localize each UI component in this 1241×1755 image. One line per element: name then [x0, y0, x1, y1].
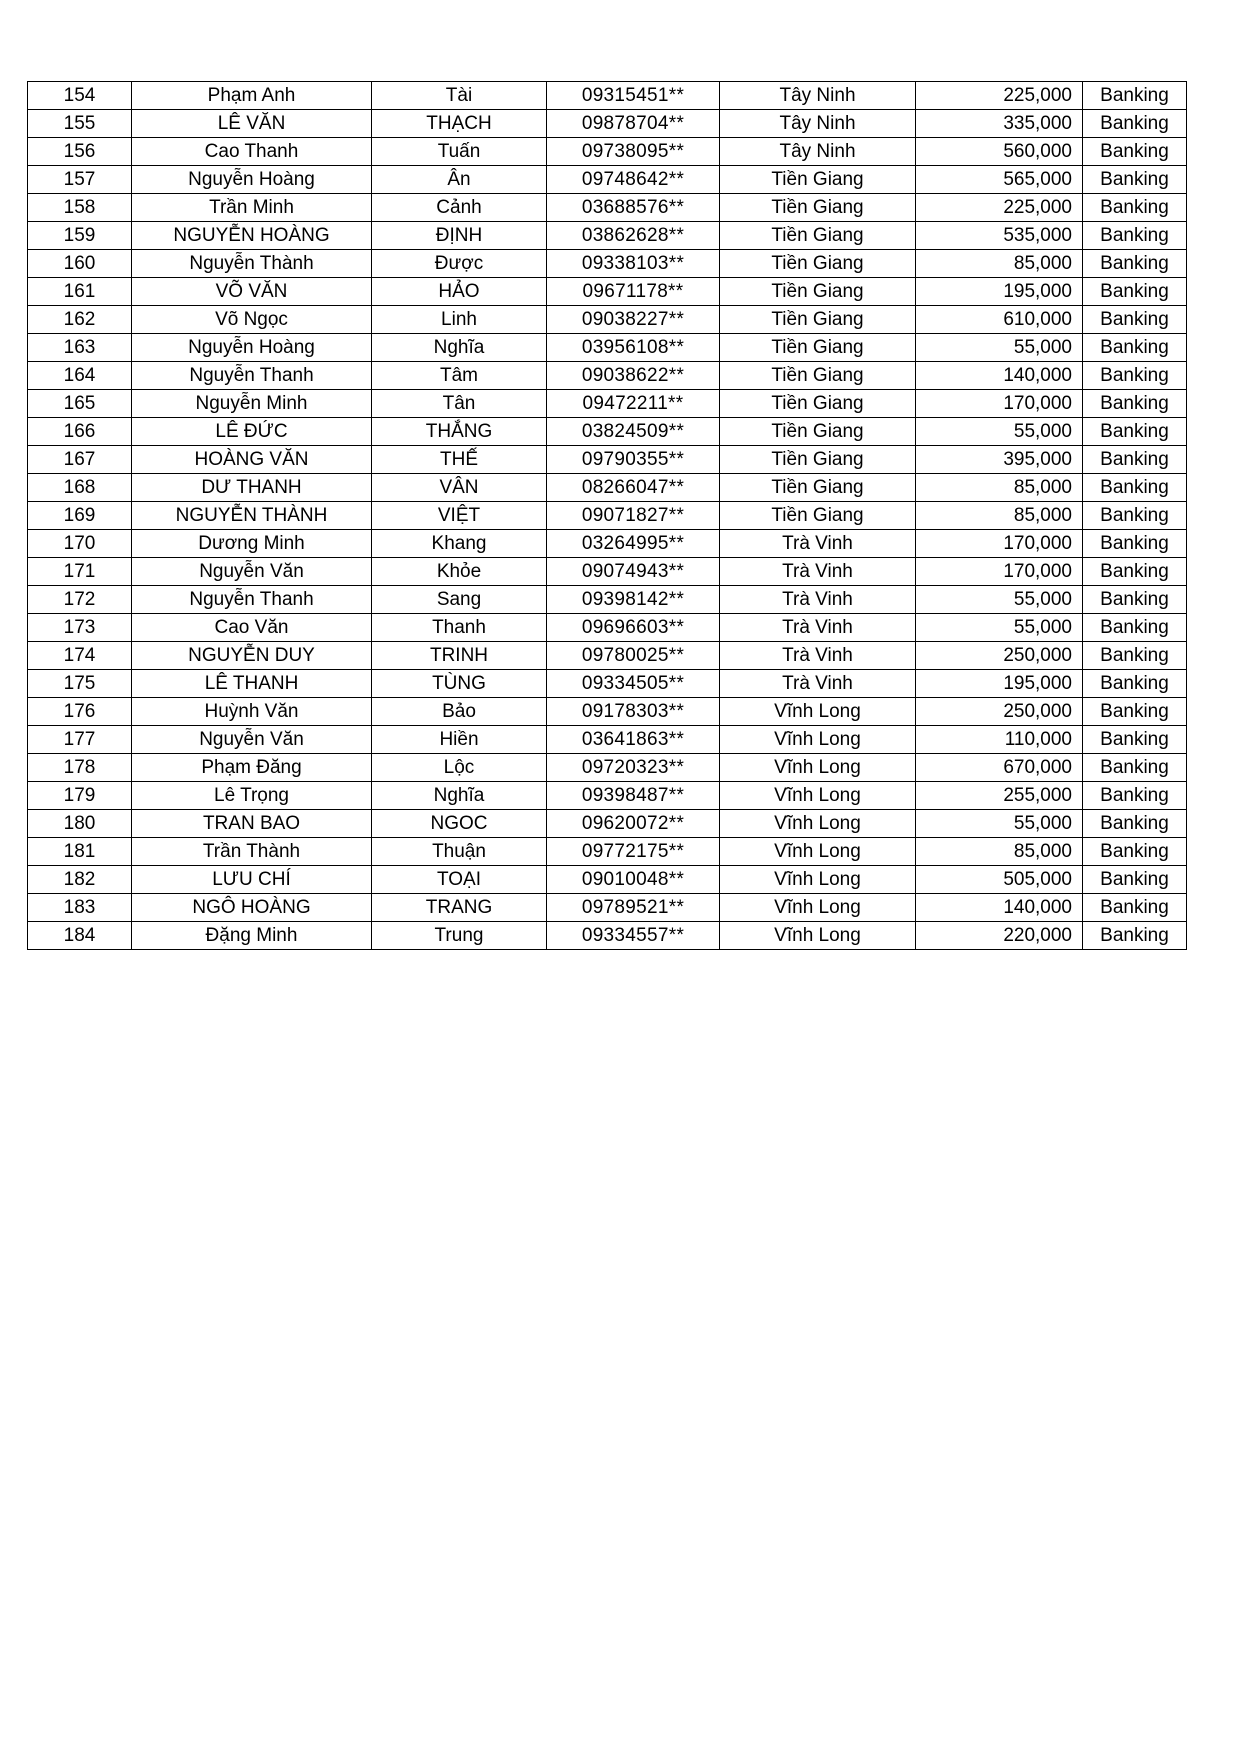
phone-cell: 09010048**: [547, 866, 720, 894]
last-name-cell: Trần Minh: [132, 194, 372, 222]
row-number-cell: 180: [28, 810, 132, 838]
payment-method-cell: Banking: [1083, 418, 1187, 446]
table-row: [28, 642, 1187, 670]
phone-cell: 09071827**: [547, 502, 720, 530]
last-name-cell: LÊ VĂN: [132, 110, 372, 138]
row-number-cell: 161: [28, 278, 132, 306]
province-cell: Vĩnh Long: [720, 782, 916, 810]
payment-method-cell: Banking: [1083, 502, 1187, 530]
province-cell: Vĩnh Long: [720, 922, 916, 950]
province-cell: Tây Ninh: [720, 138, 916, 166]
first-name-cell: THẠCH: [372, 110, 547, 138]
province-cell: Tiền Giang: [720, 166, 916, 194]
province-cell: Tiền Giang: [720, 194, 916, 222]
amount-cell: 85,000: [916, 502, 1083, 530]
province-cell: Tây Ninh: [720, 110, 916, 138]
row-number-cell: 173: [28, 614, 132, 642]
payment-method-cell: Banking: [1083, 586, 1187, 614]
row-number-cell: 160: [28, 250, 132, 278]
first-name-cell: Ân: [372, 166, 547, 194]
first-name-cell: Sang: [372, 586, 547, 614]
last-name-cell: Dương Minh: [132, 530, 372, 558]
phone-cell: 03956108**: [547, 334, 720, 362]
phone-cell: 03641863**: [547, 726, 720, 754]
first-name-cell: Tài: [372, 82, 547, 110]
table-row: [28, 250, 1187, 278]
last-name-cell: LƯU CHÍ: [132, 866, 372, 894]
province-cell: Vĩnh Long: [720, 810, 916, 838]
row-number-cell: 168: [28, 474, 132, 502]
table-body: [28, 82, 1187, 950]
last-name-cell: HOÀNG VĂN: [132, 446, 372, 474]
province-cell: Tiền Giang: [720, 418, 916, 446]
amount-cell: 170,000: [916, 558, 1083, 586]
payment-method-cell: Banking: [1083, 670, 1187, 698]
row-number-cell: 162: [28, 306, 132, 334]
phone-cell: 09315451**: [547, 82, 720, 110]
phone-cell: 09748642**: [547, 166, 720, 194]
province-cell: Tiền Giang: [720, 250, 916, 278]
amount-cell: 170,000: [916, 530, 1083, 558]
payment-method-cell: Banking: [1083, 782, 1187, 810]
phone-cell: 03264995**: [547, 530, 720, 558]
payment-method-cell: Banking: [1083, 306, 1187, 334]
amount-cell: 220,000: [916, 922, 1083, 950]
table-row: [28, 362, 1187, 390]
last-name-cell: Lê Trọng: [132, 782, 372, 810]
row-number-cell: 158: [28, 194, 132, 222]
phone-cell: 09398487**: [547, 782, 720, 810]
table-row: [28, 306, 1187, 334]
first-name-cell: TOẠI: [372, 866, 547, 894]
payment-method-cell: Banking: [1083, 754, 1187, 782]
province-cell: Vĩnh Long: [720, 866, 916, 894]
last-name-cell: NGUYỄN HOÀNG: [132, 222, 372, 250]
phone-cell: 03688576**: [547, 194, 720, 222]
first-name-cell: Bảo: [372, 698, 547, 726]
row-number-cell: 182: [28, 866, 132, 894]
table-row: [28, 558, 1187, 586]
amount-cell: 225,000: [916, 82, 1083, 110]
last-name-cell: Phạm Đăng: [132, 754, 372, 782]
first-name-cell: NGOC: [372, 810, 547, 838]
row-number-cell: 176: [28, 698, 132, 726]
row-number-cell: 172: [28, 586, 132, 614]
payment-method-cell: Banking: [1083, 922, 1187, 950]
province-cell: Tiền Giang: [720, 502, 916, 530]
payment-method-cell: Banking: [1083, 334, 1187, 362]
amount-cell: 225,000: [916, 194, 1083, 222]
payment-method-cell: Banking: [1083, 530, 1187, 558]
province-cell: Tiền Giang: [720, 278, 916, 306]
first-name-cell: Tân: [372, 390, 547, 418]
last-name-cell: LÊ ĐỨC: [132, 418, 372, 446]
amount-cell: 85,000: [916, 250, 1083, 278]
first-name-cell: Nghĩa: [372, 334, 547, 362]
amount-cell: 250,000: [916, 698, 1083, 726]
payment-method-cell: Banking: [1083, 222, 1187, 250]
payment-method-cell: Banking: [1083, 110, 1187, 138]
last-name-cell: Phạm Anh: [132, 82, 372, 110]
last-name-cell: Trần Thành: [132, 838, 372, 866]
row-number-cell: 166: [28, 418, 132, 446]
table-row: [28, 670, 1187, 698]
province-cell: Tây Ninh: [720, 82, 916, 110]
province-cell: Trà Vinh: [720, 614, 916, 642]
province-cell: Trà Vinh: [720, 530, 916, 558]
province-cell: Tiền Giang: [720, 446, 916, 474]
province-cell: Tiền Giang: [720, 390, 916, 418]
payment-method-cell: Banking: [1083, 138, 1187, 166]
amount-cell: 505,000: [916, 866, 1083, 894]
first-name-cell: Hiền: [372, 726, 547, 754]
province-cell: Tiền Giang: [720, 474, 916, 502]
table-row: [28, 810, 1187, 838]
amount-cell: 110,000: [916, 726, 1083, 754]
province-cell: Vĩnh Long: [720, 754, 916, 782]
table-row: [28, 922, 1187, 950]
last-name-cell: LÊ THANH: [132, 670, 372, 698]
amount-cell: 55,000: [916, 614, 1083, 642]
payment-method-cell: Banking: [1083, 446, 1187, 474]
phone-cell: 03862628**: [547, 222, 720, 250]
amount-cell: 670,000: [916, 754, 1083, 782]
row-number-cell: 169: [28, 502, 132, 530]
phone-cell: 03824509**: [547, 418, 720, 446]
row-number-cell: 159: [28, 222, 132, 250]
phone-cell: 09038622**: [547, 362, 720, 390]
table-row: [28, 334, 1187, 362]
last-name-cell: Nguyễn Hoàng: [132, 166, 372, 194]
last-name-cell: Nguyễn Thanh: [132, 362, 372, 390]
province-cell: Tiền Giang: [720, 334, 916, 362]
amount-cell: 55,000: [916, 334, 1083, 362]
first-name-cell: Nghĩa: [372, 782, 547, 810]
payment-method-cell: Banking: [1083, 866, 1187, 894]
province-cell: Tiền Giang: [720, 222, 916, 250]
payment-method-cell: Banking: [1083, 166, 1187, 194]
phone-cell: 09334557**: [547, 922, 720, 950]
phone-cell: 09620072**: [547, 810, 720, 838]
last-name-cell: TRAN BAO: [132, 810, 372, 838]
table-row: [28, 110, 1187, 138]
table-row: [28, 278, 1187, 306]
phone-cell: 09780025**: [547, 642, 720, 670]
province-cell: Trà Vinh: [720, 558, 916, 586]
first-name-cell: THẮNG: [372, 418, 547, 446]
province-cell: Vĩnh Long: [720, 698, 916, 726]
first-name-cell: Thuận: [372, 838, 547, 866]
amount-cell: 535,000: [916, 222, 1083, 250]
row-number-cell: 157: [28, 166, 132, 194]
phone-cell: 09398142**: [547, 586, 720, 614]
row-number-cell: 154: [28, 82, 132, 110]
phone-cell: 09790355**: [547, 446, 720, 474]
row-number-cell: 170: [28, 530, 132, 558]
payment-method-cell: Banking: [1083, 838, 1187, 866]
province-cell: Tiền Giang: [720, 306, 916, 334]
payment-method-cell: Banking: [1083, 698, 1187, 726]
table-row: [28, 782, 1187, 810]
first-name-cell: Cảnh: [372, 194, 547, 222]
last-name-cell: Cao Thanh: [132, 138, 372, 166]
last-name-cell: Đặng Minh: [132, 922, 372, 950]
amount-cell: 565,000: [916, 166, 1083, 194]
amount-cell: 335,000: [916, 110, 1083, 138]
phone-cell: 09789521**: [547, 894, 720, 922]
phone-cell: 09696603**: [547, 614, 720, 642]
first-name-cell: Khang: [372, 530, 547, 558]
province-cell: Trà Vinh: [720, 642, 916, 670]
province-cell: Trà Vinh: [720, 586, 916, 614]
payment-method-cell: Banking: [1083, 894, 1187, 922]
amount-cell: 55,000: [916, 586, 1083, 614]
first-name-cell: Thanh: [372, 614, 547, 642]
payment-method-cell: Banking: [1083, 726, 1187, 754]
amount-cell: 195,000: [916, 670, 1083, 698]
first-name-cell: VÂN: [372, 474, 547, 502]
row-number-cell: 171: [28, 558, 132, 586]
table-row: [28, 502, 1187, 530]
first-name-cell: Được: [372, 250, 547, 278]
table-row: [28, 418, 1187, 446]
phone-cell: 09738095**: [547, 138, 720, 166]
row-number-cell: 183: [28, 894, 132, 922]
amount-cell: 140,000: [916, 894, 1083, 922]
amount-cell: 140,000: [916, 362, 1083, 390]
province-cell: Vĩnh Long: [720, 726, 916, 754]
table-row: [28, 222, 1187, 250]
phone-cell: 09074943**: [547, 558, 720, 586]
last-name-cell: Nguyễn Văn: [132, 558, 372, 586]
first-name-cell: ĐỊNH: [372, 222, 547, 250]
row-number-cell: 178: [28, 754, 132, 782]
phone-cell: 08266047**: [547, 474, 720, 502]
amount-cell: 85,000: [916, 474, 1083, 502]
phone-cell: 09472211**: [547, 390, 720, 418]
phone-cell: 09671178**: [547, 278, 720, 306]
first-name-cell: Tâm: [372, 362, 547, 390]
first-name-cell: Lộc: [372, 754, 547, 782]
last-name-cell: NGÔ HOÀNG: [132, 894, 372, 922]
table-row: [28, 586, 1187, 614]
amount-cell: 560,000: [916, 138, 1083, 166]
row-number-cell: 181: [28, 838, 132, 866]
first-name-cell: HẢO: [372, 278, 547, 306]
payment-method-cell: Banking: [1083, 642, 1187, 670]
winners-table: [27, 81, 1187, 950]
payment-method-cell: Banking: [1083, 194, 1187, 222]
table-row: [28, 166, 1187, 194]
row-number-cell: 165: [28, 390, 132, 418]
phone-cell: 09720323**: [547, 754, 720, 782]
last-name-cell: NGUYỄN THÀNH: [132, 502, 372, 530]
amount-cell: 610,000: [916, 306, 1083, 334]
table-row: [28, 866, 1187, 894]
province-cell: Tiền Giang: [720, 362, 916, 390]
province-cell: Vĩnh Long: [720, 894, 916, 922]
last-name-cell: NGUYỄN DUY: [132, 642, 372, 670]
amount-cell: 55,000: [916, 418, 1083, 446]
first-name-cell: Tuấn: [372, 138, 547, 166]
first-name-cell: TRANG: [372, 894, 547, 922]
table-row: [28, 754, 1187, 782]
first-name-cell: Khỏe: [372, 558, 547, 586]
payment-method-cell: Banking: [1083, 614, 1187, 642]
last-name-cell: Nguyễn Minh: [132, 390, 372, 418]
payment-method-cell: Banking: [1083, 82, 1187, 110]
first-name-cell: Trung: [372, 922, 547, 950]
row-number-cell: 184: [28, 922, 132, 950]
payment-method-cell: Banking: [1083, 810, 1187, 838]
last-name-cell: Cao Văn: [132, 614, 372, 642]
last-name-cell: DƯ THANH: [132, 474, 372, 502]
table-row: [28, 614, 1187, 642]
payment-method-cell: Banking: [1083, 278, 1187, 306]
amount-cell: 55,000: [916, 810, 1083, 838]
payment-method-cell: Banking: [1083, 390, 1187, 418]
row-number-cell: 163: [28, 334, 132, 362]
amount-cell: 170,000: [916, 390, 1083, 418]
phone-cell: 09334505**: [547, 670, 720, 698]
last-name-cell: Nguyễn Hoàng: [132, 334, 372, 362]
phone-cell: 09338103**: [547, 250, 720, 278]
row-number-cell: 175: [28, 670, 132, 698]
last-name-cell: VÕ VĂN: [132, 278, 372, 306]
amount-cell: 255,000: [916, 782, 1083, 810]
payment-method-cell: Banking: [1083, 474, 1187, 502]
phone-cell: 09772175**: [547, 838, 720, 866]
table-row: [28, 138, 1187, 166]
first-name-cell: TRINH: [372, 642, 547, 670]
province-cell: Trà Vinh: [720, 670, 916, 698]
table-row: [28, 82, 1187, 110]
payment-method-cell: Banking: [1083, 362, 1187, 390]
row-number-cell: 179: [28, 782, 132, 810]
row-number-cell: 167: [28, 446, 132, 474]
amount-cell: 195,000: [916, 278, 1083, 306]
last-name-cell: Huỳnh Văn: [132, 698, 372, 726]
phone-cell: 09178303**: [547, 698, 720, 726]
last-name-cell: Nguyễn Thanh: [132, 586, 372, 614]
row-number-cell: 155: [28, 110, 132, 138]
payment-method-cell: Banking: [1083, 250, 1187, 278]
table-row: [28, 194, 1187, 222]
first-name-cell: THẾ: [372, 446, 547, 474]
first-name-cell: TÙNG: [372, 670, 547, 698]
table-row: [28, 726, 1187, 754]
table-row: [28, 446, 1187, 474]
amount-cell: 250,000: [916, 642, 1083, 670]
last-name-cell: Nguyễn Văn: [132, 726, 372, 754]
table-row: [28, 698, 1187, 726]
table-row: [28, 390, 1187, 418]
last-name-cell: Nguyễn Thành: [132, 250, 372, 278]
table-row: [28, 894, 1187, 922]
row-number-cell: 177: [28, 726, 132, 754]
amount-cell: 85,000: [916, 838, 1083, 866]
last-name-cell: Võ Ngọc: [132, 306, 372, 334]
first-name-cell: Linh: [372, 306, 547, 334]
table-row: [28, 530, 1187, 558]
row-number-cell: 156: [28, 138, 132, 166]
phone-cell: 09878704**: [547, 110, 720, 138]
payment-method-cell: Banking: [1083, 558, 1187, 586]
first-name-cell: VIỆT: [372, 502, 547, 530]
row-number-cell: 164: [28, 362, 132, 390]
table-row: [28, 838, 1187, 866]
table-row: [28, 474, 1187, 502]
phone-cell: 09038227**: [547, 306, 720, 334]
amount-cell: 395,000: [916, 446, 1083, 474]
province-cell: Vĩnh Long: [720, 838, 916, 866]
row-number-cell: 174: [28, 642, 132, 670]
